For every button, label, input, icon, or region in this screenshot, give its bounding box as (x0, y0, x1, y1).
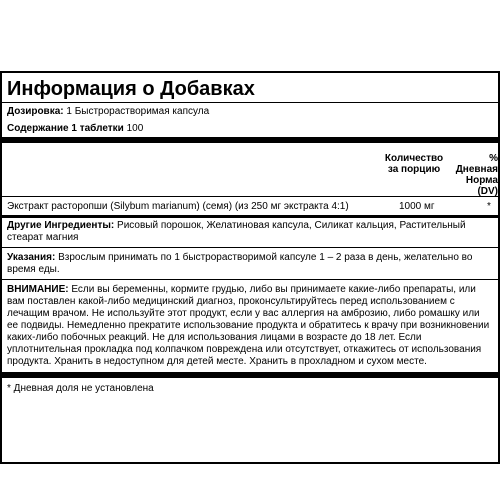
serving-size-value: 1 Быстрорастворимая капсула (66, 106, 210, 117)
ingredient-dv: * (487, 201, 491, 212)
footnote: * Дневная доля не установлена (7, 383, 154, 394)
servings-value: 100 (126, 123, 144, 134)
ingredient-row (7, 197, 493, 215)
warning (7, 280, 493, 372)
supplement-facts-panel (0, 71, 500, 464)
table-header-row (7, 143, 498, 197)
warning-text: Если вы беременны, кормите грудью, либо вы принимаете какие-либо препараты, или вам поставлен какой-либо медицинский диагноз, проконсультируйтесь перед использованием с лечащим врачом. Не используйте этот продукт, если у вас аллергия на амброзию, либо ромашку или ее подвиды. Немедленно прекратите использование продукта и обратитесь к врачу при возникновении каких-либо побочных реакций. Не для использования лицами в возрасте до 18 лет. Если уплотнительная прокладка под колпачком повреждена или отсутствует, откажитесь от использования продукта. Хранить в недоступном для детей месте. Хранить в прохладном и сухом месте. (7, 284, 490, 367)
ingredient-amount: 1000 мг (399, 201, 435, 212)
warning-label: ВНИМАНИЕ: (7, 284, 69, 295)
other-ingredients (7, 218, 493, 247)
serving-size-row (7, 103, 493, 120)
amount-per-serving-header: Количество за порцию (384, 153, 444, 175)
serving-size-label: Дозировка: (7, 106, 64, 117)
other-ingredients-text: Рисовый порошок, Желатиновая капсула, Силикат кальция, Растительный стеарат магния (7, 220, 466, 243)
directions-label: Указания: (7, 252, 56, 263)
other-ingredients-label: Другие Ингредиенты: (7, 220, 115, 231)
daily-value-header: % Дневная Норма (DV) (455, 153, 498, 197)
panel-title: Информация о Добавках (7, 78, 255, 100)
directions (7, 248, 493, 279)
directions-text: Взрослым принимать по 1 быстрорастворимой капсуле 1 – 2 раза в день, желательно во время еды. (7, 252, 473, 275)
servings-per-container-row (7, 120, 493, 137)
ingredient-name: Экстракт расторопши (Silybum marianum) (семя) (из 250 мг экстракта 4:1) (7, 201, 349, 212)
servings-label: Содержание 1 таблетки (7, 123, 124, 134)
